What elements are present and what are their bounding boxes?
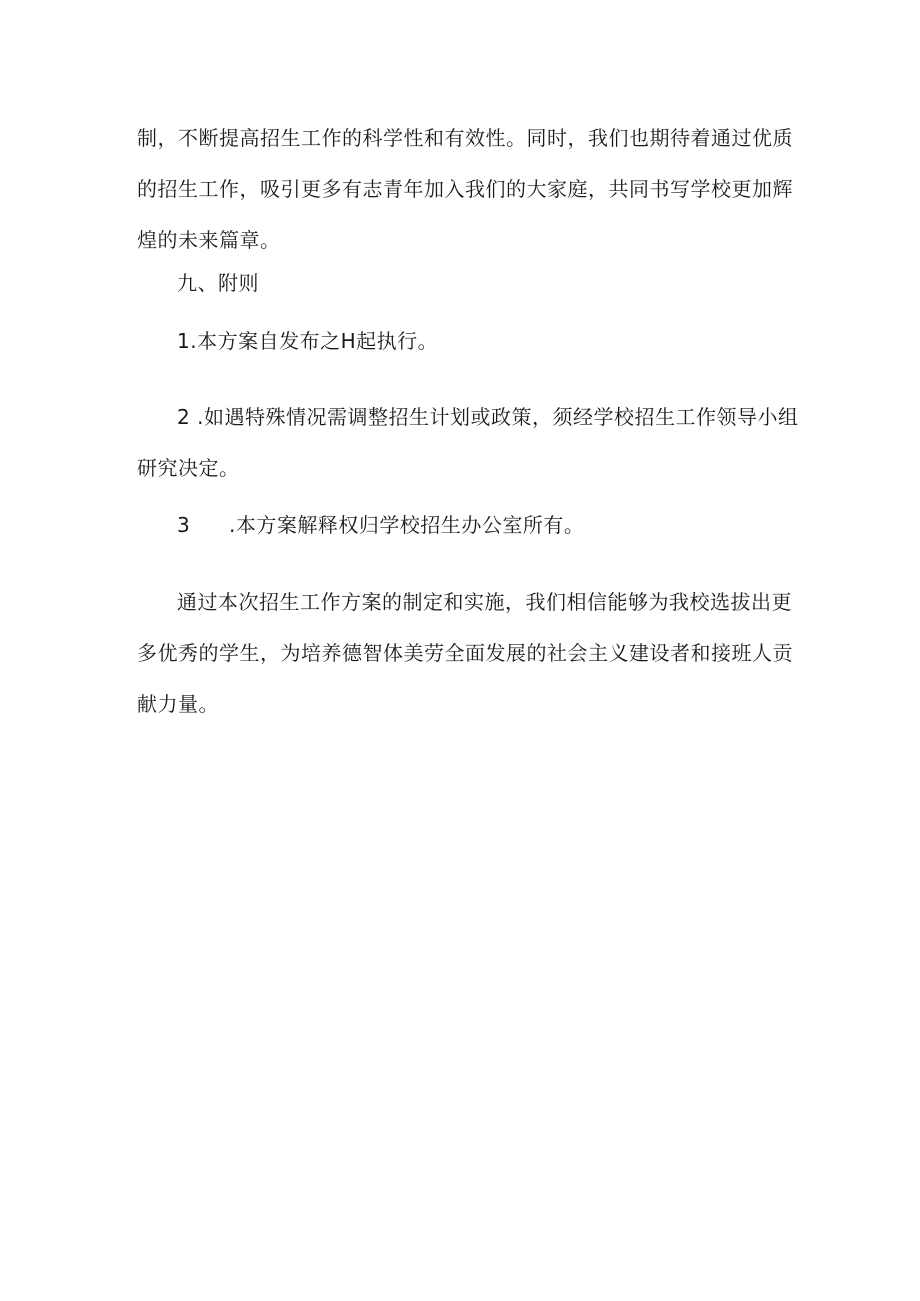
clause-item-text: .本方案解释权归学校招生办公室所有。 — [229, 513, 585, 537]
clause-item-line: 2 .如遇特殊情况需调整招生计划或政策，须经学校招生工作领导小组 — [177, 405, 799, 429]
paragraph-line: 多优秀的学生，为培养德智体美劳全面发展的社会主义建设者和接班人贡 — [137, 641, 793, 665]
clause-item-line: 研究决定。 — [137, 456, 240, 480]
clause-item-3 — [137, 500, 793, 551]
closing-paragraph — [137, 577, 793, 730]
section-heading-text: 九、附则 — [177, 271, 259, 295]
clause-item-number: 3 — [177, 513, 191, 537]
paragraph-line: 通过本次招生工作方案的制定和实施，我们相信能够为我校选拔出更 — [177, 590, 792, 614]
section-heading — [137, 258, 793, 309]
clause-item-2 — [137, 392, 799, 494]
clause-item-1 — [137, 316, 793, 367]
paragraph-line: 制，不断提高招生工作的科学性和有效性。同时，我们也期待着通过优质 — [137, 126, 793, 150]
paragraph-continuation — [137, 113, 793, 266]
paragraph-line: 献力量。 — [137, 692, 219, 716]
paragraph-line: 的招生工作，吸引更多有志青年加入我们的大家庭，共同书写学校更加辉 — [137, 177, 793, 201]
paragraph-line: 煌的未来篇章。 — [137, 228, 281, 252]
clause-item-line — [137, 500, 793, 551]
clause-item-text: 1.本方案自发布之H起执行。 — [177, 329, 439, 353]
